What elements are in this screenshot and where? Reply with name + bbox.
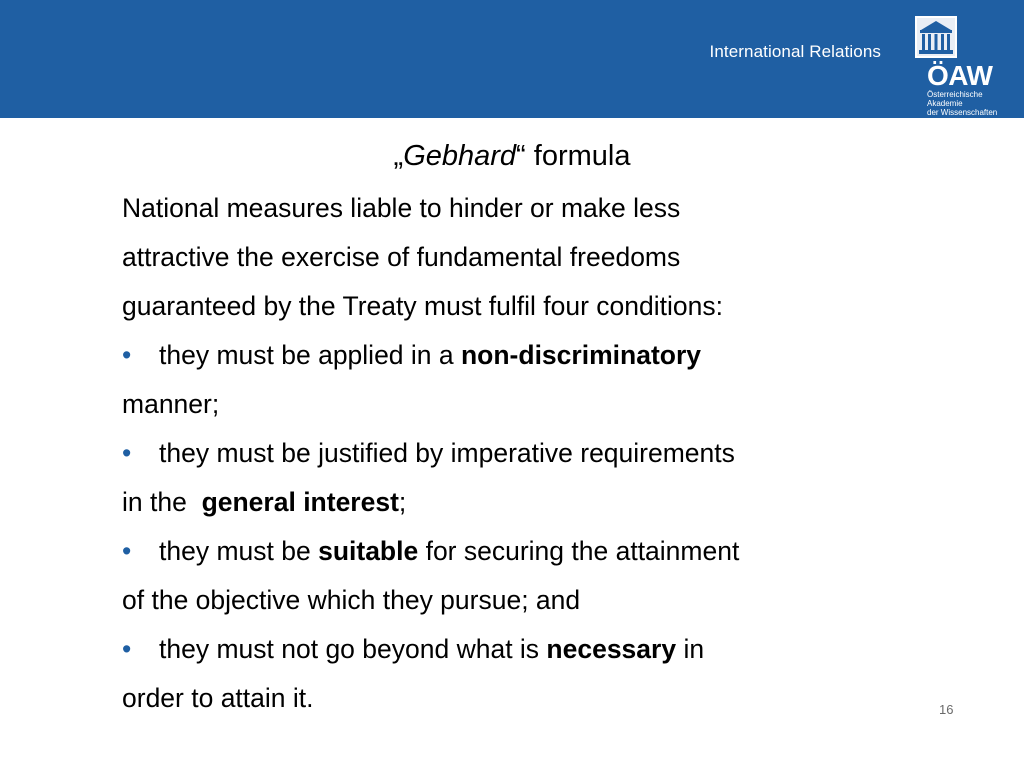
logo-wordmark: ÖAW xyxy=(927,60,993,91)
bullet-2-line xyxy=(122,429,942,478)
bullet-2-cont-after: ; xyxy=(398,487,407,517)
bullet-4-marker: • xyxy=(122,634,132,664)
bullet-3-cont-text: of the objective which they pursue; and xyxy=(122,585,581,615)
bullet-4-text: they must not go beyond what is xyxy=(159,634,547,664)
bullet-3-marker: • xyxy=(122,536,132,566)
bullet-1-text: they must be applied in a xyxy=(159,340,461,370)
title-rest: “ formula xyxy=(516,140,631,172)
bullet-3-text: they must be xyxy=(159,536,319,566)
bullet-3-continuation xyxy=(122,576,942,625)
slide-body xyxy=(122,184,942,723)
logo-subtitle-line-2: der Wissenschaften xyxy=(927,108,998,117)
bullet-2-cont-text: in the xyxy=(122,487,202,517)
bullet-2-cont-emphasis: general interest xyxy=(201,487,399,517)
bullet-1-emphasis: non-discriminatory xyxy=(461,340,702,370)
bullet-4-cont-text: order to attain it. xyxy=(122,683,314,713)
bullet-1-cont-text: manner; xyxy=(122,389,220,419)
page-number: 16 xyxy=(939,702,954,717)
academy-building-icon xyxy=(915,16,957,58)
intro-line-1: National measures liable to hinder or make less xyxy=(122,193,681,223)
bullet-4-emphasis: necessary xyxy=(546,634,677,664)
slide-title xyxy=(0,136,1024,176)
bullet-2-marker: • xyxy=(122,438,132,468)
header-title: International Relations xyxy=(709,42,881,61)
title-open-quote: „ xyxy=(393,140,404,172)
intro-line-2: attractive the exercise of fundamental freedoms xyxy=(122,242,681,272)
bullet-2-continuation xyxy=(122,478,942,527)
bullet-4-continuation xyxy=(122,674,942,723)
logo-subtitle xyxy=(927,90,1017,117)
bullet-4-text-after: in xyxy=(676,634,705,664)
academy-logo xyxy=(915,16,1015,117)
bullet-3-line xyxy=(122,527,942,576)
bullet-3-text-after: for securing the attainment xyxy=(418,536,740,566)
bullet-3-emphasis: suitable xyxy=(318,536,419,566)
bullet-1-line xyxy=(122,331,942,380)
bullet-4-line xyxy=(122,625,942,674)
bullet-1-continuation xyxy=(122,380,942,429)
title-name: Gebhard xyxy=(403,140,517,172)
logo-subtitle-line-1: Österreichische Akademie xyxy=(927,90,983,108)
intro-line-3: guaranteed by the Treaty must fulfil four conditions: xyxy=(122,291,723,321)
header-bar xyxy=(0,0,1024,118)
bullet-2-text: they must be justified by imperative requirements xyxy=(159,438,735,468)
bullet-1-marker: • xyxy=(122,340,132,370)
